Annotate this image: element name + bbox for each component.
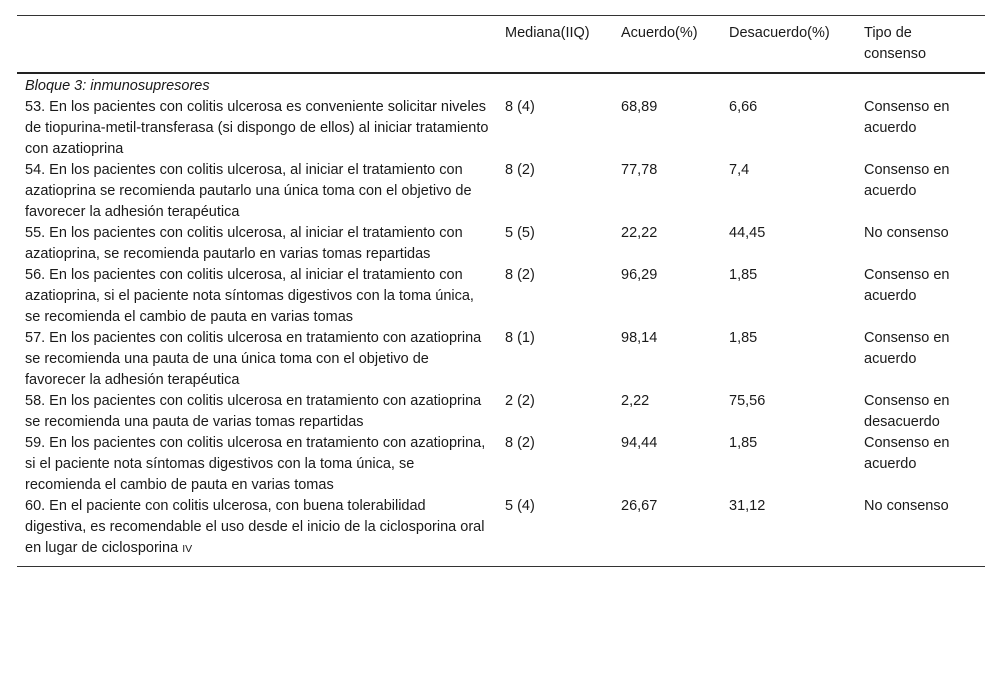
disagree-cell: 31,12 [729,498,766,514]
table-row [17,433,985,496]
median-cell: 5 (5) [505,225,535,241]
route-abbrev: IV [182,543,193,555]
consensus-cell: Consenso en desacuerdo [864,393,950,430]
agree-cell: 77,78 [621,162,658,178]
header-agree: Acuerdo(%) [621,25,698,41]
disagree-cell: 6,66 [729,99,758,115]
disagree-cell: 7,4 [729,162,750,178]
agree-cell: 22,22 [621,225,658,241]
table-row [17,160,985,223]
consensus-cell: Consenso en acuerdo [864,330,950,367]
median-cell: 8 (2) [505,267,535,283]
item-text: 57. En los pacientes con colitis ulcerosa en tratamiento con azatioprina se recomienda una pauta de una única toma con el objetivo de favorecer la adhesión terapéutica [25,330,482,388]
item-text: 60. En el paciente con colitis ulcerosa, con buena tolerabilidad digestiva, es recomendable el uso desde el inicio de la ciclosporina oral en lugar de ciclosporina IV [25,498,485,556]
header-item [17,16,497,74]
consensus-table [17,15,985,567]
item-text: 56. En los pacientes con colitis ulcerosa, al iniciar el tratamiento con azatioprina, si el paciente nota síntomas digestivos con la toma única, se recomienda el cambio de pauta en varias tomas [25,267,474,325]
item-text: 58. En los pacientes con colitis ulcerosa en tratamiento con azatioprina se recomienda una pauta de varias tomas repartidas [25,393,482,430]
agree-cell: 94,44 [621,435,658,451]
disagree-cell: 75,56 [729,393,766,409]
consensus-cell: Consenso en acuerdo [864,99,950,136]
table-row [17,328,985,391]
agree-cell: 26,67 [621,498,658,514]
table-row [17,223,985,265]
table-row [17,391,985,433]
table-row [17,97,985,160]
disagree-cell: 44,45 [729,225,766,241]
median-cell: 5 (4) [505,498,535,514]
header-median: Mediana(IIQ) [505,25,590,41]
disagree-cell: 1,85 [729,267,758,283]
disagree-cell: 1,85 [729,330,758,346]
table-body [17,73,985,567]
agree-cell: 98,14 [621,330,658,346]
disagree-cell: 1,85 [729,435,758,451]
consensus-cell: Consenso en acuerdo [864,267,950,304]
consensus-cell: Consenso en acuerdo [864,435,950,472]
table-row [17,496,985,567]
consensus-table-container [17,15,985,567]
median-cell: 8 (2) [505,162,535,178]
header-row [17,16,985,74]
agree-cell: 68,89 [621,99,658,115]
item-text: 55. En los pacientes con colitis ulcerosa, al iniciar el tratamiento con azatioprina, se recomienda pautarlo en varias tomas repartidas [25,225,463,262]
median-cell: 8 (1) [505,330,535,346]
consensus-cell: No consenso [864,498,949,514]
item-text: 53. En los pacientes con colitis ulcerosa es conveniente solicitar niveles de tiopurina-metil-transferasa (si dispongo de ellos) al iniciar tratamiento con azatioprina [25,99,489,157]
table-row [17,265,985,328]
block-title: Bloque 3: inmunosupresores [25,78,210,94]
item-text: 54. En los pacientes con colitis ulcerosa, al iniciar el tratamiento con azatioprina se recomienda pautarlo una única toma con el objetivo de favorecer la adhesión terapéutica [25,162,472,220]
consensus-cell: Consenso en acuerdo [864,162,950,199]
agree-cell: 96,29 [621,267,658,283]
header-consensus: Tipo de consenso [864,25,927,62]
consensus-cell: No consenso [864,225,949,241]
median-cell: 2 (2) [505,393,535,409]
header-disagree: Desacuerdo(%) [729,25,830,41]
median-cell: 8 (4) [505,99,535,115]
agree-cell: 2,22 [621,393,650,409]
block-row [17,73,985,97]
median-cell: 8 (2) [505,435,535,451]
item-text: 59. En los pacientes con colitis ulcerosa en tratamiento con azatioprina, si el paciente nota síntomas digestivos con la toma única, se recomienda el cambio de pauta en varias tomas [25,435,486,493]
table-header [17,16,985,74]
